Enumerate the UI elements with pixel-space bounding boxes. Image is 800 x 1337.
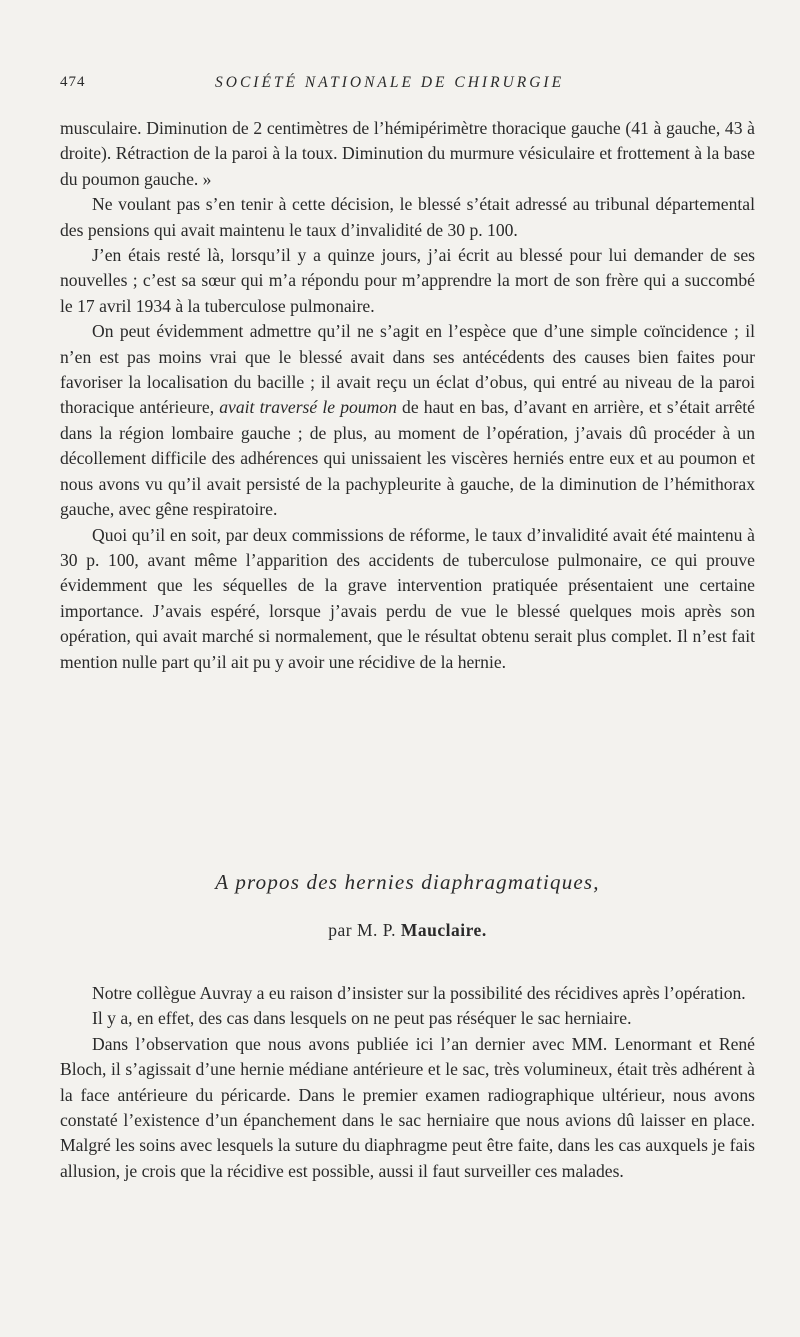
paragraph: Notre collègue Auvray a eu raison d’insister sur la possibilité des récidives après l’opération.: [92, 983, 746, 1003]
article-text-block: [60, 981, 755, 1184]
document-page: [60, 0, 755, 1337]
paragraph: Dans l’observation que nous avons publiée ici l’an dernier avec MM. Lenormant et René Bloch, il s’agissait d’une hernie médiane antérieure et le sac, très volumineux, était très adhérent à la face antérieure du péricarde. Dans le premier examen radiographique ultérieur, nous avons constaté l’existence d’un épanchement dans le sac herniaire que nous avions dû laisser en place. Malgré les soins avec lesquels la suture du diaphragme peut être faite, dans les cas auxquels je fais allusion, je crois que la récidive est possible, aussi il faut surveiller ces malades.: [60, 1033, 755, 1181]
article-title: A propos des hernies diaphragmatiques,: [215, 870, 600, 894]
running-head: SOCIÉTÉ NATIONALE DE CHIRURGIE: [215, 74, 565, 91]
paragraph: musculaire. Diminution de 2 centimètres de l’hémipérimètre thoracique gauche (41 à gauche, 43 à droite). Rétraction de la paroi à la toux. Diminution du murmure vésiculaire et frottement à la base du poumon gauche. »: [60, 118, 755, 189]
italic-phrase: avait traversé le poumon: [219, 397, 397, 418]
page-number: 474: [60, 74, 86, 90]
paragraph-text: On peut évidemment admettre qu’il ne s’agit en l’espèce que d’une simple coïncidence ; il n’en est pas moins vrai que le blessé avait dans ses antécédents des causes bien faites pour favoriser la localisation du bacille ; il avait reçu un éclat d’obus, qui entré au niveau de la paroi thoracique antérieure,: [60, 321, 755, 418]
paragraph: Il y a, en effet, des cas dans lesquels on ne peut pas réséquer le sac herniaire.: [92, 1008, 632, 1029]
paragraph: J’en étais resté là, lorsqu’il y a quinze jours, j’ai écrit au blessé pour lui demander de ses nouvelles ; c’est sa sœur qui m’a répondu pour m’apprendre la mort de son frère qui a succombé le 17 avril 1934 à la tuberculose pulmonaire.: [60, 245, 755, 316]
page-header: [60, 74, 755, 96]
byline-author: Mauclaire.: [400, 920, 487, 940]
paragraph: [60, 319, 755, 522]
paragraph: Ne voulant pas s’en tenir à cette décision, le blessé s’était adressé au tribunal départemental des pensions qui avait maintenu le taux d’invalidité de 30 p. 100.: [60, 194, 755, 240]
paragraph-text: de haut en bas, d’avant en arrière, et s’était arrêté dans la région lombaire gauche ; de plus, au moment de l’opération, j’avais dû procéder à un décollement difficile des adhérences qui unissaient les viscères herniés entre eux et au poumon et nous avons vu qu’il avait persisté de la pachypleurite à gauche, de la diminution de l’hémithorax gauche, avec gêne respiratoire.: [60, 397, 755, 520]
continued-text-block: [60, 116, 755, 675]
paragraph: Quoi qu’il en soit, par deux commissions de réforme, le taux d’invalidité avait été maintenu à 30 p. 100, avant même l’apparition des accidents de tuberculose pulmonaire, ce qui prouve évidemment que les séquelles de la grave intervention pratiquée présentaient une certaine importance. J’avais espéré, lorsque j’avais perdu de vue le blessé quelques mois après son opération, qui avait marché si normalement, que le résultat obtenu serait plus complet. Il n’est fait mention nulle part qu’il ait pu y avoir une récidive de la hernie.: [60, 524, 755, 672]
byline: [60, 920, 755, 941]
byline-prefix: par M. P.: [328, 920, 396, 940]
